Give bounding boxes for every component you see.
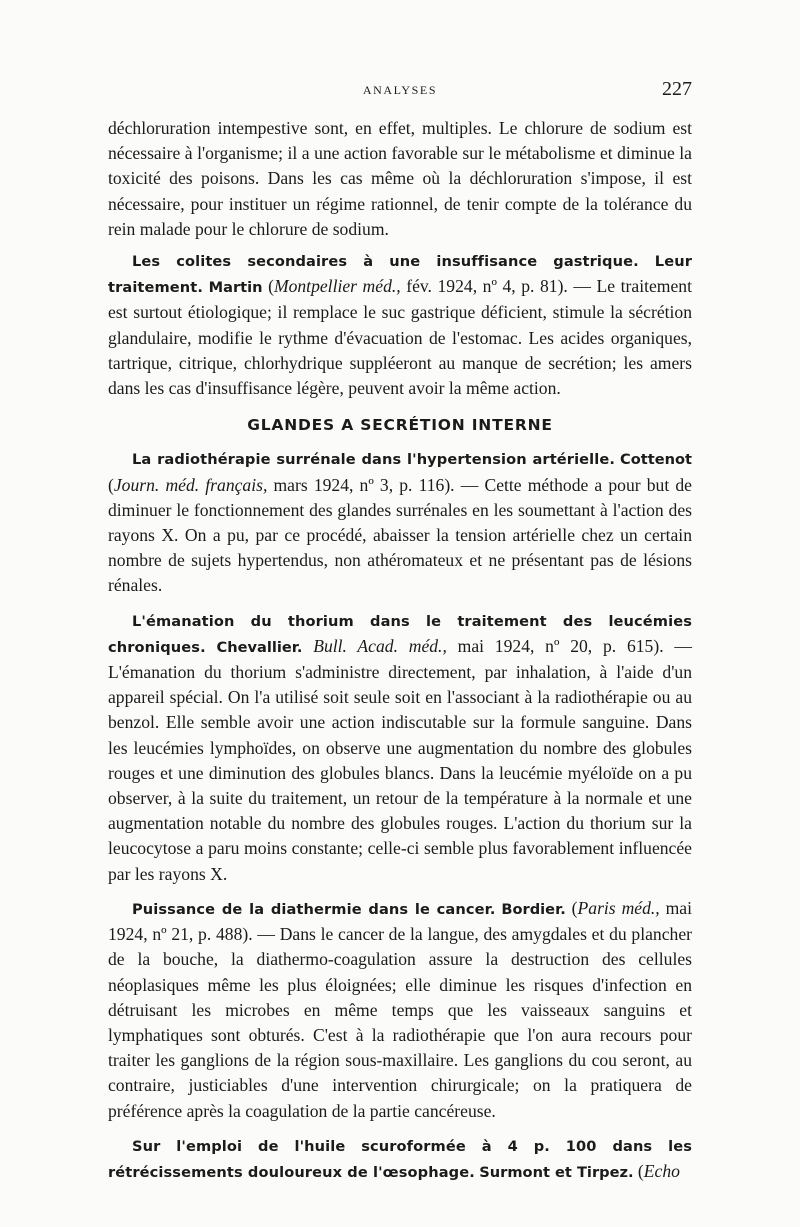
article-citation: mai 1924, nº 20, p. 615). — [446,635,692,656]
source-open: ( [633,1160,644,1181]
source-open: ( [565,897,578,918]
article-source: Journ. méd. français, [113,474,268,495]
article-body: L'émanation du thorium s'administre directement, par inhalation, à l'aide d'un appareil spécial. On l'a utilisé soit seule soit en l'associant à la radiothérapie ou au benzol. Elle semble avoir une action indiscutable sur la formule sanguine. Dans les leucémies lymphoïdes, on observe une augmentation du nombre des globules rouges et une diminution des globules blancs. Dans la leucémie myéloïde on a pu observer, à la suite du traitement, un retour de la température à la normale et une augmentation notable du nombre des globules rouges. L'action du thorium sur la leucocytose a paru moins constante; celle-ci semble plus favorablement influencée par les rayons X. [108,662,692,884]
article-radiotherapie [108,446,692,598]
intro-paragraph: déchloruration intempestive sont, en effet, multiples. Le chlorure de sodium est nécessaire à l'organisme; il a une action favorable sur le métabolisme et diminue la toxicité des poisons. Dans les cas même où la déchloruration s'impose, il est nécessaire, pour instituer un régime rationnel, de tenir compte de la tolérance du rein malade pour le chlorure de sodium. [108,118,692,239]
article-heading: Les colites secondaires à une insuffisance gastrique. Leur traitement. [108,253,692,297]
article-author: Surmont et Tirpez. [479,1163,634,1181]
page-body [108,116,692,1185]
article-author: Chevallier. [216,638,303,656]
article-thorium [108,608,692,887]
section-title: GLANDES A SECRÉTION INTERNE [247,416,553,435]
source-open: ( [108,474,114,495]
article-citation: mai 1924, nº 21, p. 488). — [108,897,692,945]
article-citation: mars 1924, nº 3, p. 116). — [267,474,485,495]
article-body: Le traitement est surtout étiologique; il remplace le suc gastrique déficient, stimule la sécrétion glandulaire, modifie le rythme d'évacuation de l'estomac. Les acides organiques, tartrique, citrique, chlorhydrique suppléeront au manque de secrétion; les amers dans les cas d'insuffisance légère, peuvent avoir la même action. [108,276,692,399]
article-source: Echo [643,1160,680,1181]
page-number: 227 [662,78,692,100]
article-author: Bordier. [501,900,566,918]
article-oesophage [108,1133,692,1185]
article-body: Cette méthode a pour but de diminuer le fonctionnement des glandes surrénales en les soumettant à l'action des rayons X. On a pu, par ce procédé, abaisser la tension artérielle chez un certain nombre de sujets hypertendus, non athéromateux et ne présentant pas de lésions rénales. [108,474,692,596]
article-heading: La radiothérapie surrénale dans l'hypertension artérielle. [132,451,616,469]
article-heading: Sur l'emploi de l'huile scuroformée à 4 p. 100 dans les rétrécissements douloureux de l'œsophage. [108,1137,692,1181]
page-header [108,78,692,102]
source-open [302,636,313,656]
article-colites [108,248,692,401]
source-open: ( [262,276,274,297]
article-author: Martin [208,279,263,297]
article-body: Dans le cancer de la langue, des amygdales et du plancher de la bouche, la diathermo-coagulation assure la destruction des cellules néoplasiques même les plus éloignées; elle diminue les risques d'infection en détruisant les microbes en même temps que les vaisseaux sanguins et lymphatiques sont obturés. C'est à la radiothérapie que l'on aura recours pour traiter les ganglions de la région sous-maxillaire. Les ganglions du cou seront, au contraire, justiciables d'une intervention chirurgicale; on la pratiquera de préférence après la coagulation de la partie cancéreuse. [108,924,692,1121]
article-source: Montpellier méd., [273,276,401,297]
article-source: Bull. Acad. méd., [313,635,447,656]
running-title: ANALYSES [362,83,438,97]
article-source: Paris méd., [577,897,660,918]
article-heading: L'émanation du thorium dans le traitement des leucémies chroniques. [108,612,692,656]
article-author: Cottenot [620,451,692,469]
article-diathermie [108,896,692,1124]
article-citation: fév. 1924, nº 4, p. 81). — [400,276,597,297]
article-heading: Puissance de la diathermie dans le cancer. [132,900,496,918]
